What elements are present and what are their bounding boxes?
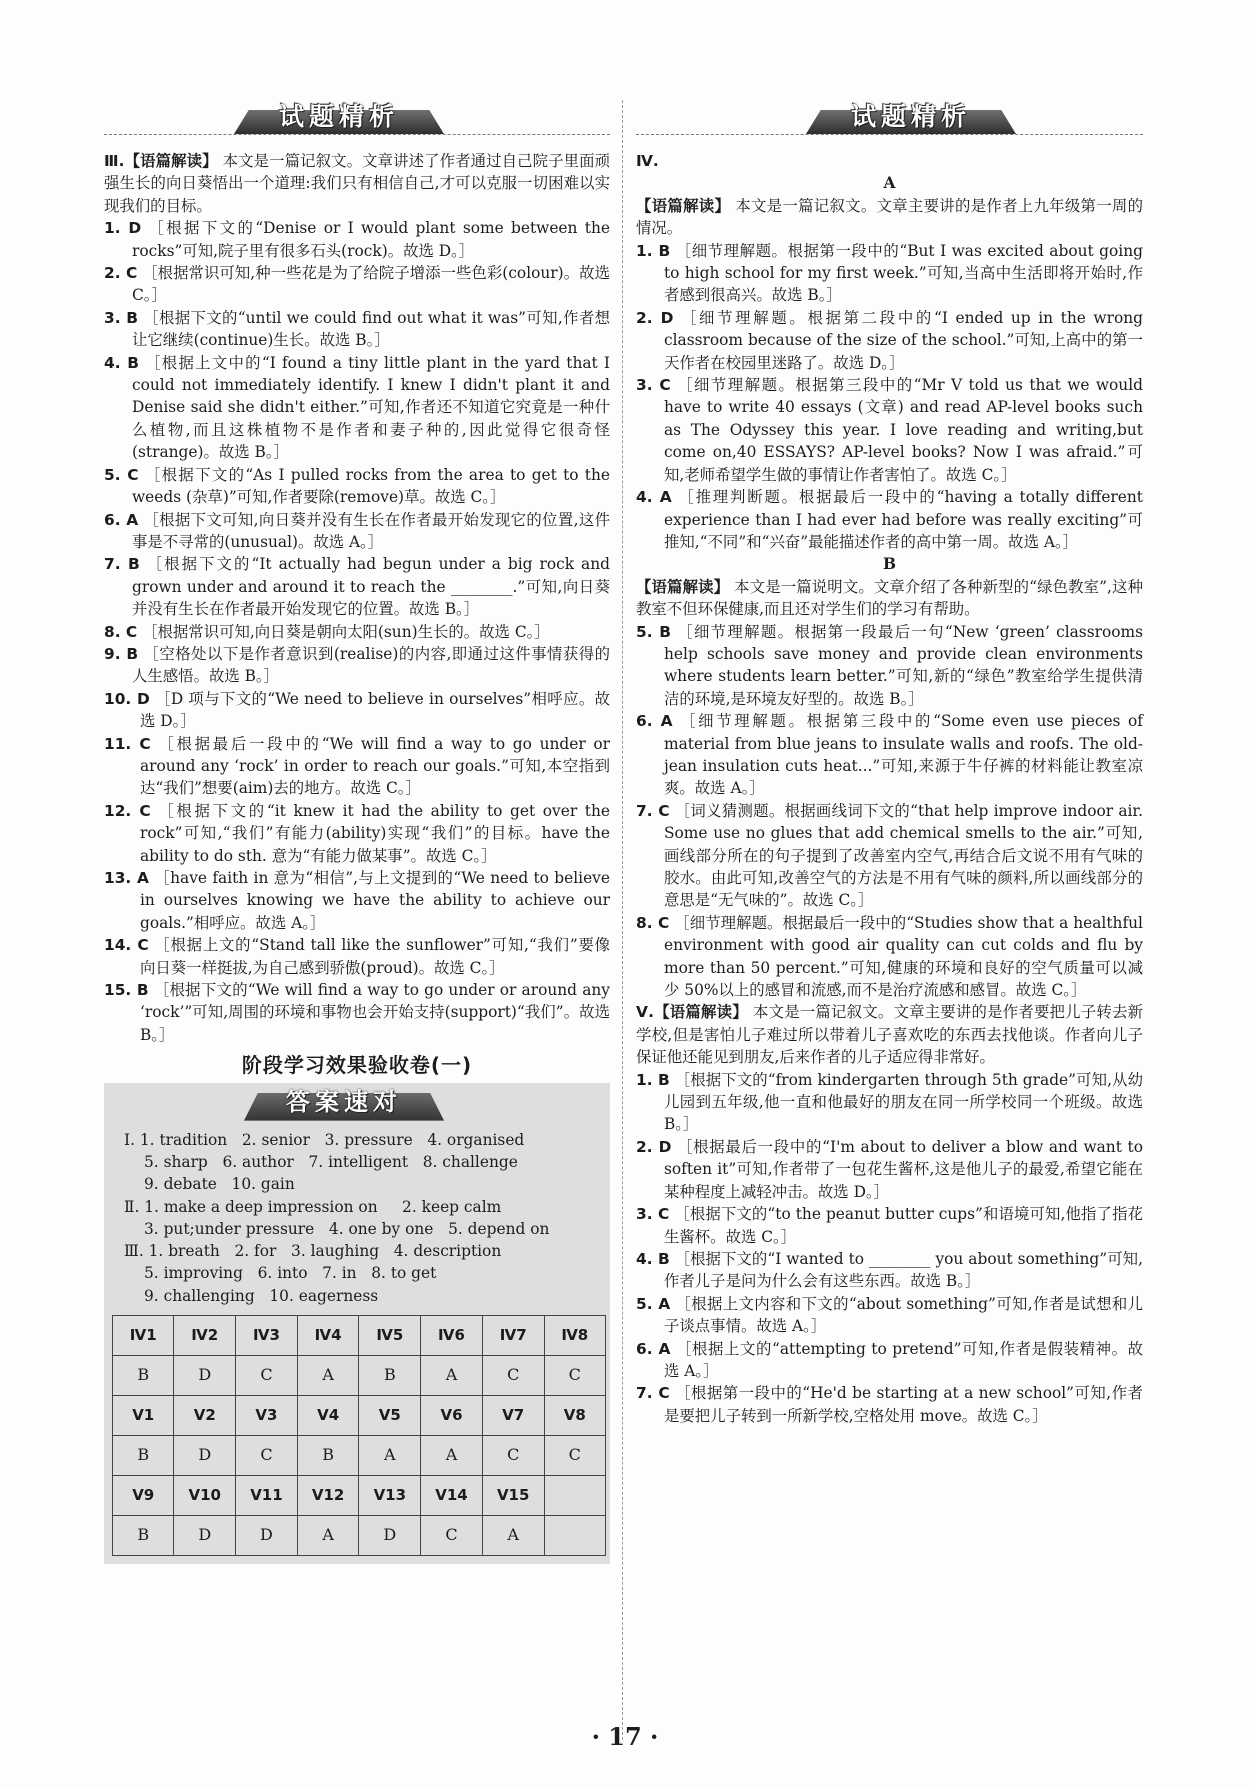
answer-explanation: ［根据第一段中的“He'd be starting at a new school”可知,作者是要把儿子转到一所新学校,空格处用 move。故选 C。］ <box>664 1384 1143 1425</box>
answer-explanation: ［细节理解题。根据第三段中的“Some even use pieces of material from blue jeans to insulate walls and roofs. The old-jean insulation cuts heat...”可知,来源于牛仔裤的材料能让教室凉爽。故选 A。］ <box>664 712 1143 798</box>
quick-answer-line: 5. sharp 6. author 7. intelligent 8. challenge <box>144 1152 518 1171</box>
answer-cell: B <box>113 1356 174 1396</box>
answer-cell: A <box>482 1516 544 1556</box>
answer-key: 5. C <box>104 465 139 484</box>
quick-answer-line: Ⅲ. 1. breath 2. for 3. laughing 4. description <box>124 1242 502 1261</box>
answer-table <box>112 1315 606 1556</box>
question-number-cell: Ⅴ14 <box>421 1476 483 1516</box>
question-number-cell: Ⅴ2 <box>174 1396 236 1436</box>
section3-answers <box>104 217 610 1046</box>
answer-cell: B <box>359 1356 421 1396</box>
section-title: 阶段学习效果验收卷(一) <box>241 1053 473 1078</box>
answer-key: 8. C <box>104 622 138 641</box>
answer-cell: D <box>174 1516 236 1556</box>
answer-key: 13. A <box>104 869 149 887</box>
answer-item <box>104 464 610 509</box>
answer-explanation: ［根据最后一段中的“I'm about to deliver a blow and want to soften it”可知,作者带了一包花生酱杯,这是他儿子的最爱,希望它能在某种程度上减轻冲击。故选 D。］ <box>664 1137 1143 1201</box>
answer-explanation: ［根据下文可知,向日葵并没有生长在作者最开始发现它的位置,这件事是不寻常的(unusual)。故选 A。］ <box>132 510 610 551</box>
left-banner <box>104 96 610 146</box>
answer-key: 2. C <box>104 264 138 283</box>
answer-cell: C <box>544 1356 605 1396</box>
answer-item <box>104 553 610 620</box>
question-number-cell: Ⅳ6 <box>421 1316 483 1356</box>
question-number-cell: Ⅳ1 <box>113 1316 174 1356</box>
answer-item <box>104 217 610 262</box>
answer-item <box>104 867 610 934</box>
quick-answers-box <box>104 1083 610 1564</box>
answer-explanation: ［细节理解题。根据最后一段中的“Studies show that a healthful environment with good air quality can cut colds and flu by more than 50 percent.”可知,健康的环境和良好的空气质量可以减少 50%以上的感冒和流感,而不是治疗流感和感冒。故选 C。］ <box>664 913 1143 1000</box>
part-b-intro: 【语篇解读】 本文是一篇说明文。文章介绍了各种新型的“绿色教室”,这种教室不但环保健康,而且还对学生们的学习有帮助。 <box>636 577 1143 619</box>
question-number-cell: Ⅴ8 <box>544 1396 605 1436</box>
answer-cell: A <box>421 1356 483 1396</box>
answer-key: 6. A <box>636 1339 671 1358</box>
answer-explanation: ［D 项与下文的“We need to believe in ourselves”相呼应。故选 D。］ <box>140 689 610 731</box>
question-number-cell <box>544 1476 605 1516</box>
answer-explanation: ［根据上文中的“I found a tiny little plant in the yard that I could not immediately identify. I knew I didn't plant it and Denise said she didn't either.”可知,作者还不知道它究竟是一种什么植物,而且这株植物不是作者和妻子种的,因此觉得它很奇怪(strange)。故选 B。］ <box>132 353 610 462</box>
table-row <box>113 1396 606 1436</box>
answer-item <box>636 1248 1143 1293</box>
answer-item <box>636 1203 1143 1248</box>
answer-item <box>636 621 1143 711</box>
answer-item <box>104 934 610 979</box>
answer-key: 15. B <box>104 981 149 1000</box>
quick-answer-line: 9. debate 10. gain <box>144 1175 295 1194</box>
question-number-cell: Ⅳ5 <box>359 1316 421 1356</box>
answer-item <box>104 352 610 464</box>
answer-item <box>104 800 610 867</box>
answer-explanation: ［推理判断题。根据最后一段中的“having a totally different experience than I had ever had before was really exciting”可推知,“不同”和“兴奋”最能描述作者的高中第一周。故选 A。］ <box>664 488 1143 551</box>
question-number-cell: Ⅳ3 <box>236 1316 298 1356</box>
answer-key: 6. A <box>636 712 673 731</box>
answer-key: 4. B <box>104 353 139 372</box>
answer-key: 1. B <box>636 241 671 260</box>
answer-key: 12. C <box>104 801 151 820</box>
answer-item <box>636 374 1143 486</box>
answer-key: 5. A <box>636 1294 671 1313</box>
answer-cell: A <box>421 1436 483 1476</box>
answer-explanation: ［根据常识可知,向日葵是朝向太阳(sun)生长的。故选 C。］ <box>142 622 550 641</box>
answer-explanation: ［细节理解题。根据第一段中的“But I was excited about going to high school for my first week.”可知,当高中生活即将开始时,作者感到很高兴。故选 B。］ <box>664 241 1143 305</box>
question-number-cell: Ⅴ7 <box>482 1396 544 1436</box>
answer-explanation: ［细节理解题。根据第二段中的“I ended up in the wrong classroom because of the size of the school.”可知,上高中的第一天作者在校园里迷路了。故选 D。］ <box>664 308 1143 372</box>
answer-key: 7. B <box>104 555 140 574</box>
answer-cell: D <box>236 1516 298 1556</box>
answer-explanation: ［根据下文的“I wanted to ________ you about something”可知,作者儿子是问为什么会有这些东西。故选 B。］ <box>664 1249 1143 1291</box>
answer-explanation: ［根据上文的“Stand tall like the sunflower”可知,“我们”要像向日葵一样挺拔,为自己感到骄傲(proud)。故选 C。］ <box>140 936 610 977</box>
banner-title: 试题精析 <box>278 102 399 131</box>
answer-explanation: ［根据下文的“from kindergarten through 5th grade”可知,从幼儿园到五年级,他一直和他最好的朋友在同一所学校同一个班级。故选 B。］ <box>664 1070 1143 1134</box>
answer-explanation: ［根据下文的“Denise or I would plant some between the rocks”可知,院子里有很多石头(rock)。故选 D。］ <box>132 219 610 260</box>
answer-item <box>636 1136 1143 1203</box>
table-row <box>113 1516 606 1556</box>
answer-item <box>636 486 1143 553</box>
answer-cell: C <box>421 1516 483 1556</box>
answer-key: 1. D <box>104 219 142 238</box>
question-number-cell: Ⅴ3 <box>236 1396 298 1436</box>
page-number: · 17 · <box>591 1722 659 1751</box>
answer-cell: B <box>113 1436 174 1476</box>
answer-key: 8. C <box>636 913 670 932</box>
banner-title: 试题精析 <box>850 102 971 131</box>
table-row <box>113 1436 606 1476</box>
part-a-label: A <box>883 174 896 193</box>
answer-cell: B <box>113 1516 174 1556</box>
answer-key: 2. D <box>636 1137 672 1156</box>
answer-item <box>104 621 610 643</box>
section3-intro: Ⅲ.【语篇解读】 本文是一篇记叙文。文章讲述了作者通过自己院子里面顽强生长的向日葵悟出一个道理:我们只有相信自己,才可以克服一切困难以实现我们的目标。 <box>104 152 610 215</box>
answer-explanation: ［细节理解题。根据第三段中的“Mr V told us that we would have to write 40 essays (文章) and read AP-level books such as The Odyssey this year. I love reading and writing,but come on,40 ESSAYS? AP-level books? Now I was afraid.”可知,老师希望学生做的事情让作者害怕了。故选 C。］ <box>664 376 1143 484</box>
answer-explanation: ［have faith in 意为“相信”,与上文提到的“We need to believe in ourselves knowing we have the ability to achieve our goals.”相呼应。故选 A。］ <box>140 869 610 932</box>
answer-cell: D <box>359 1516 421 1556</box>
table-row <box>113 1316 606 1356</box>
answer-explanation: ［词义猜测题。根据画线词下文的“that help improve indoor air. Some use no glues that add chemical smells to the air.”可知,画线部分所在的句子提到了改善室内空气,再结合后文说不用有气味的胶水。由此可知,改善空气的方法是不用有气味的颜料,所以画线部分的意思是“无气味的”。故选 C。］ <box>664 801 1143 910</box>
question-number-cell: Ⅳ2 <box>174 1316 236 1356</box>
question-number-cell: Ⅴ12 <box>297 1476 359 1516</box>
quick-answer-line: 3. put;under pressure 4. one by one 5. depend on <box>144 1219 550 1238</box>
table-row <box>113 1356 606 1396</box>
table-row <box>113 1476 606 1516</box>
quick-answer-line: 9. challenging 10. eagerness <box>144 1286 379 1305</box>
question-number-cell: Ⅴ5 <box>359 1396 421 1436</box>
answers-banner: 答案速对 <box>104 1083 610 1129</box>
answer-item <box>104 307 610 352</box>
answer-item <box>636 1382 1143 1427</box>
answer-key: 11. C <box>104 734 151 753</box>
answer-cell: A <box>297 1516 359 1556</box>
answer-key: 4. A <box>636 488 672 507</box>
quick-answer-line: 5. improving 6. into 7. in 8. to get <box>144 1264 437 1283</box>
question-number-cell: Ⅴ9 <box>113 1476 174 1516</box>
answer-key: 1. B <box>636 1070 670 1089</box>
section5-answers <box>636 1069 1143 1428</box>
answer-key: 3. C <box>636 376 671 395</box>
answer-explanation: ［根据下文的“it knew it had the ability to get over the rock”可知,“我们”有能力(ability)实现“我们”的目标。have the ability to do sth. 意为“有能力做某事”。故选 C。］ <box>140 801 610 865</box>
quick-answer-lines <box>104 1129 610 1307</box>
answer-key: 6. A <box>104 510 139 529</box>
answer-explanation: ［根据上文内容和下文的“about something”可知,作者是试想和儿子谈点事情。故选 A。］ <box>664 1294 1143 1336</box>
answer-key: 10. D <box>104 689 150 708</box>
answer-key: 2. D <box>636 308 674 327</box>
answer-explanation: ［根据下文的“to the peanut butter cups”和语境可知,他指了指花生酱杯。故选 C。］ <box>664 1205 1143 1246</box>
answer-cell <box>544 1516 605 1556</box>
answer-cell: A <box>359 1436 421 1476</box>
answer-item <box>636 1069 1143 1136</box>
question-number-cell: Ⅴ6 <box>421 1396 483 1436</box>
answer-explanation: ［根据下文的“until we could find out what it was”可知,作者想让它继续(continue)生长。故选 B。］ <box>132 308 610 350</box>
answer-item <box>104 688 610 733</box>
answer-key: 4. B <box>636 1249 670 1268</box>
answer-cell: B <box>297 1436 359 1476</box>
question-number-cell: Ⅴ11 <box>236 1476 298 1516</box>
answer-explanation: ［细节理解题。根据第一段最后一句“New ‘green’ classrooms help schools save money and provide clean environments where students learn better.”可知,新的“绿色”教室给学生提供清洁的环境,是环境友好型的。故选 B。］ <box>664 622 1143 708</box>
quick-answer-line: Ⅱ. 1. make a deep impression on 2. keep calm <box>124 1197 502 1216</box>
answer-item <box>636 800 1143 912</box>
answer-item <box>636 1338 1143 1383</box>
part-b-answers <box>636 621 1143 1002</box>
question-number-cell: Ⅳ7 <box>482 1316 544 1356</box>
right-column <box>636 96 1143 1427</box>
answer-cell: C <box>236 1356 298 1396</box>
question-number-cell: Ⅴ1 <box>113 1396 174 1436</box>
answer-cell: C <box>482 1356 544 1396</box>
answer-item <box>104 733 610 800</box>
part-a-intro: 【语篇解读】 本文是一篇记叙文。文章主要讲的是作者上九年级第一周的情况。 <box>636 196 1143 238</box>
answer-key: 9. B <box>104 644 139 663</box>
answer-item <box>636 240 1143 307</box>
question-number-cell: Ⅴ10 <box>174 1476 236 1516</box>
answer-explanation: ［空格处以下是作者意识到(realise)的内容,即通过这件事情获得的人生感悟。故选 B。］ <box>132 644 610 686</box>
quick-answer-line: Ⅰ. 1. tradition 2. senior 3. pressure 4. organised <box>124 1130 525 1149</box>
answer-item <box>104 262 610 307</box>
question-number-cell: Ⅴ15 <box>482 1476 544 1516</box>
left-column <box>104 96 610 1564</box>
answer-explanation: ［根据上文的“attempting to pretend”可知,作者是假装精神。故选 A。］ <box>664 1339 1143 1380</box>
question-number-cell: Ⅳ4 <box>297 1316 359 1356</box>
answer-explanation: ［根据常识可知,种一些花是为了给院子增添一些色彩(colour)。故选 C。］ <box>132 264 610 305</box>
answer-cell: C <box>482 1436 544 1476</box>
answer-key: 3. C <box>636 1205 670 1224</box>
part-b-label: B <box>882 555 896 574</box>
part-a-answers <box>636 240 1143 554</box>
answer-cell: C <box>236 1436 298 1476</box>
answer-item <box>104 979 610 1046</box>
answer-item <box>636 1293 1143 1338</box>
answer-item <box>636 710 1143 800</box>
section5-intro: Ⅴ.【语篇解读】 本文是一篇记叙文。文章主要讲的是作者要把儿子转去新学校,但是害怕儿子难过所以带着儿子喜欢吃的东西去找他谈。作者向儿子保证他还能见到朋友,后来作者的儿子适应得非常好。 <box>636 1003 1143 1067</box>
answer-item <box>104 509 610 554</box>
column-divider <box>622 100 623 1740</box>
answer-item <box>104 643 610 688</box>
answer-cell: C <box>544 1436 605 1476</box>
question-number-cell: Ⅴ4 <box>297 1396 359 1436</box>
answer-key: 5. B <box>636 622 671 641</box>
answer-item <box>636 307 1143 374</box>
answer-key: 7. C <box>636 801 670 820</box>
answer-item <box>636 912 1143 1002</box>
answer-cell: A <box>297 1356 359 1396</box>
answer-explanation: ［根据下文的“It actually had begun under a big rock and grown under and around it to reach the ________.”可知,向日葵并没有生长在作者最开始发现它的位置。故选 B。］ <box>132 555 610 619</box>
answer-cell: D <box>174 1356 236 1396</box>
answer-key: 14. C <box>104 936 149 955</box>
question-number-cell: Ⅳ8 <box>544 1316 605 1356</box>
answer-explanation: ［根据最后一段中的“We will find a way to go under or around any ‘rock’ in order to reach our goals.”可知,本空指到达“我们”想要(aim)去的地方。故选 C。］ <box>140 734 610 798</box>
answer-cell: D <box>174 1436 236 1476</box>
answer-key: 7. C <box>636 1384 670 1403</box>
section4-head: Ⅳ. <box>636 152 659 170</box>
answer-explanation: ［根据下文的“As I pulled rocks from the area to get to the weeds (杂草)”可知,作者要除(remove)草。故选 C。］ <box>132 465 610 507</box>
question-number-cell: Ⅴ13 <box>359 1476 421 1516</box>
answer-key: 3. B <box>104 308 138 327</box>
answer-explanation: ［根据下文的“We will find a way to go under or around any ‘rock’”可知,周围的环境和事物也会开始支持(support)“我们”。故选 B。］ <box>140 981 610 1044</box>
right-banner <box>636 96 1143 146</box>
